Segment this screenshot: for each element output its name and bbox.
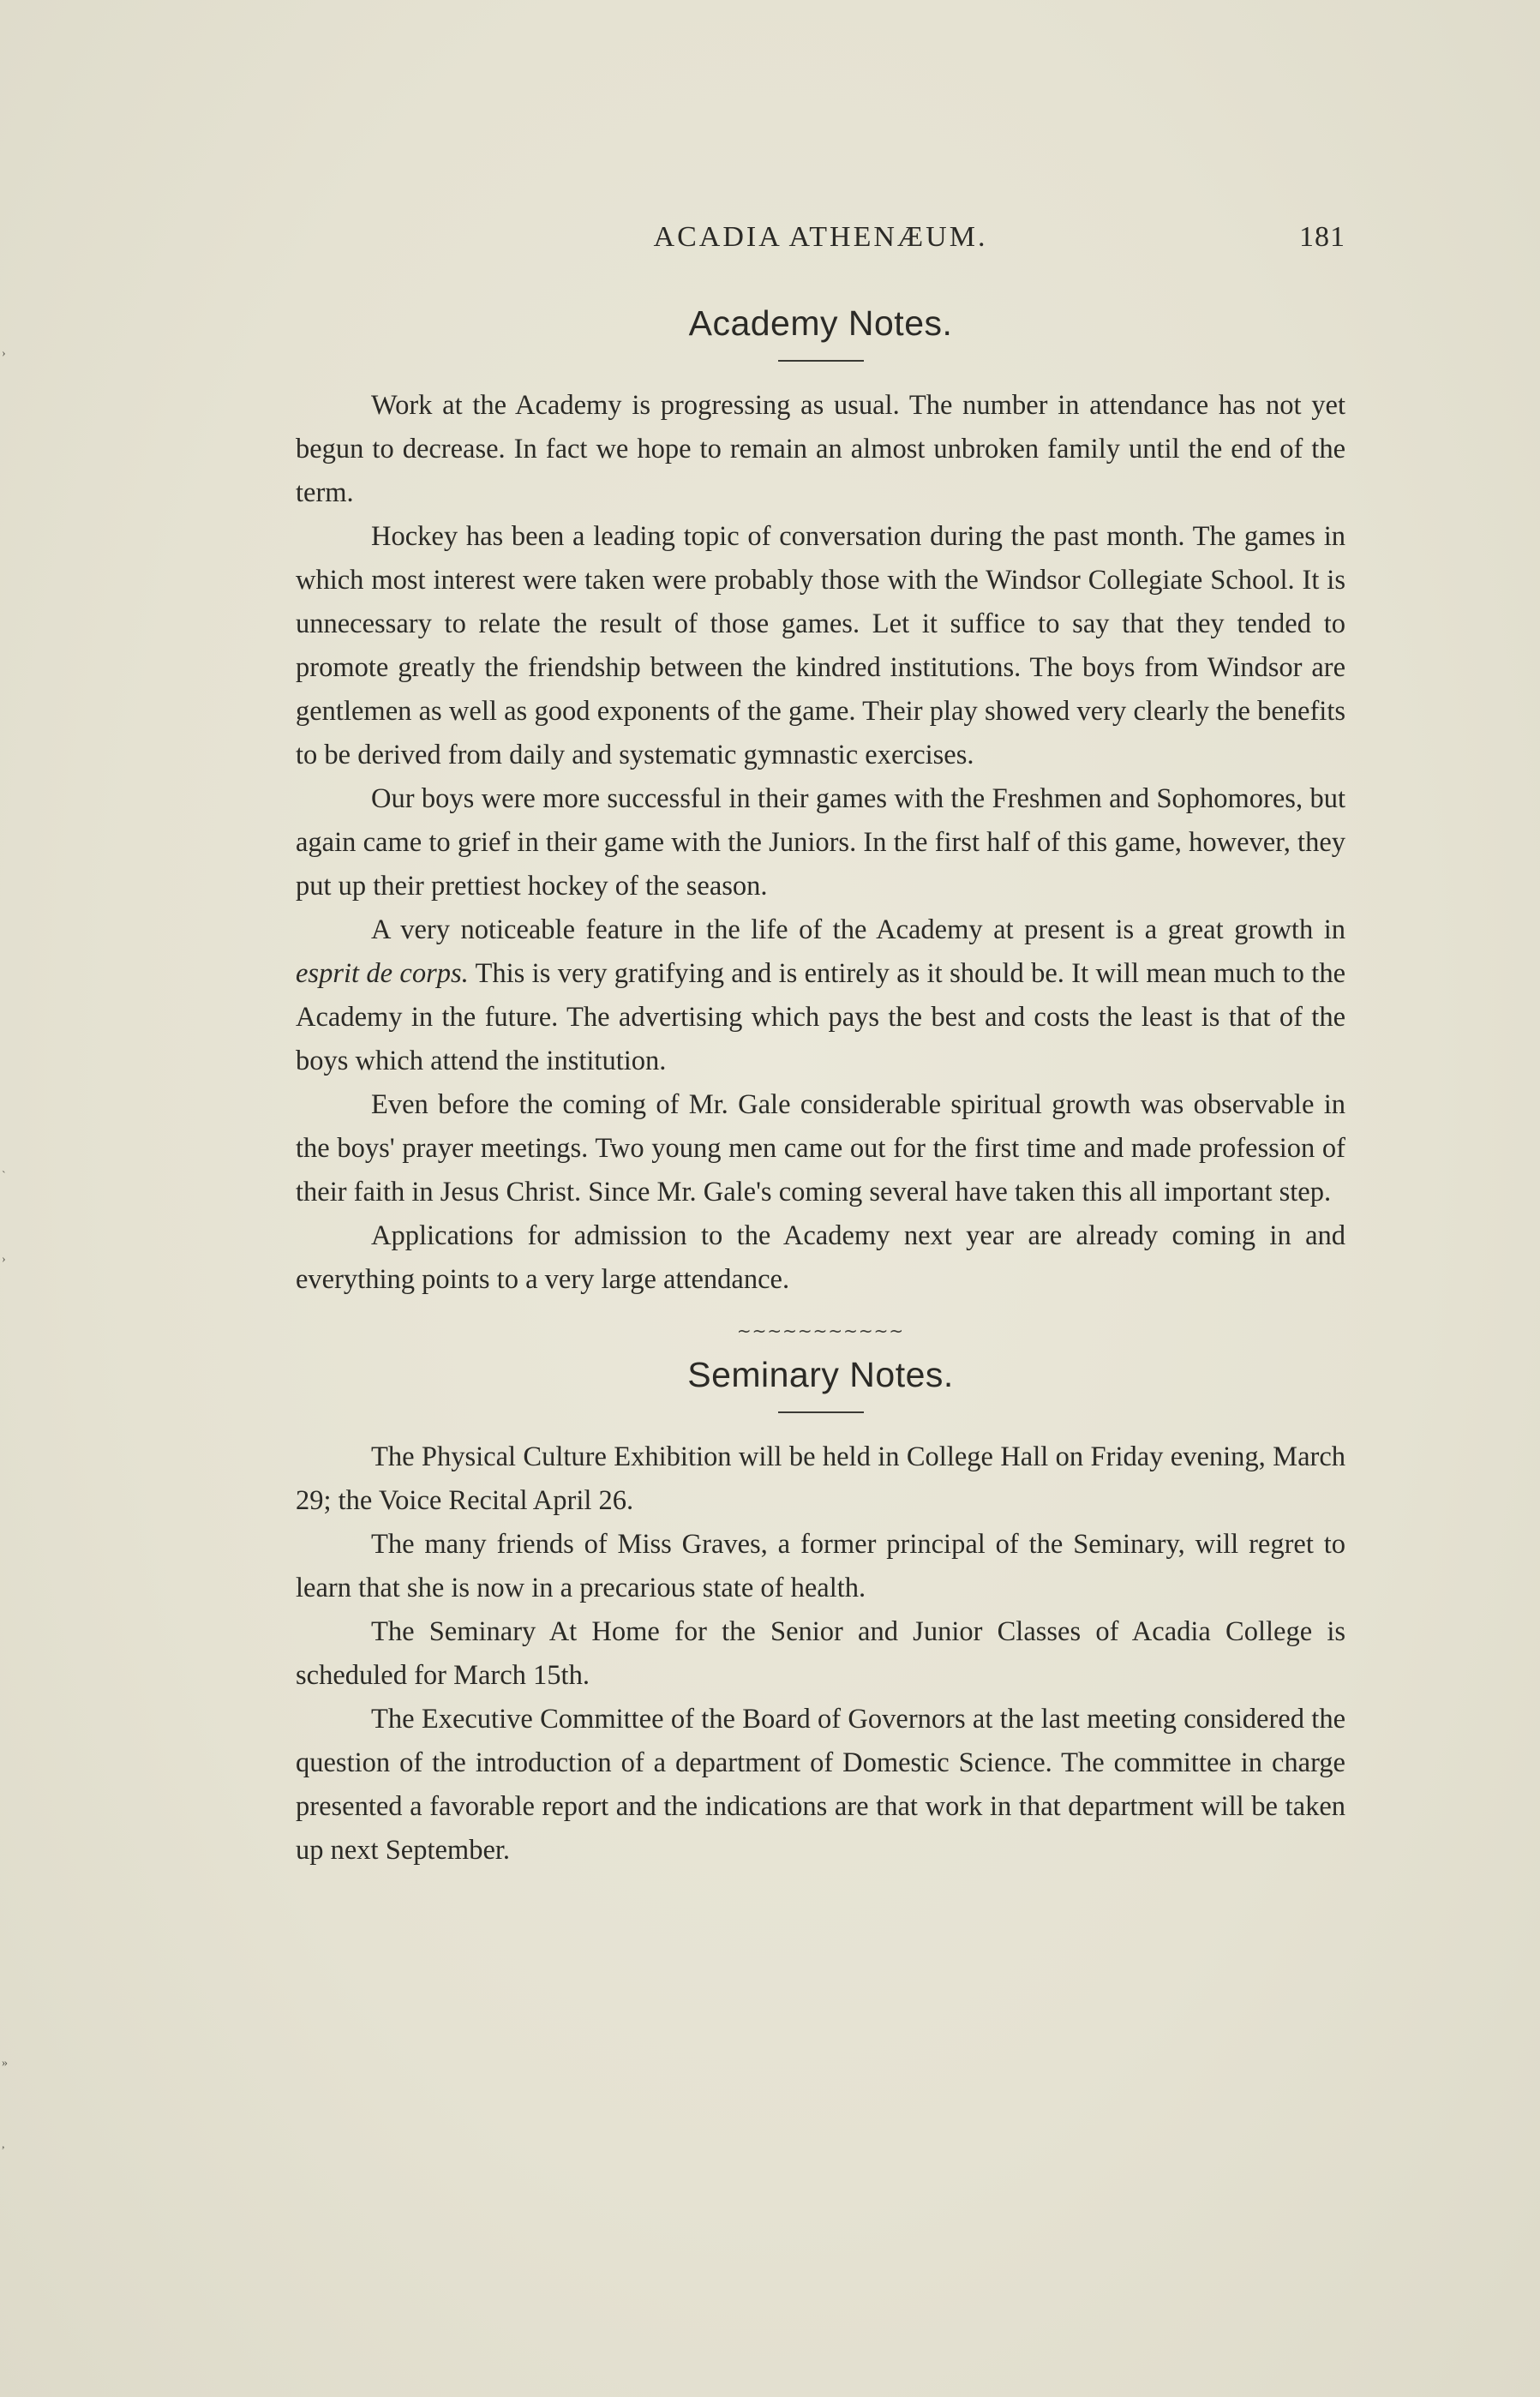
academy-paragraph-6: Applications for admission to the Academy next year are already coming in and everything points to a very large attendance. (296, 1220, 1345, 1295)
seminary-notes-section (296, 1353, 1345, 1873)
seminary-paragraph-3: The Seminary At Home for the Senior and Junior Classes of Acadia College is scheduled for March 15th. (296, 1616, 1345, 1691)
seminary-paragraph-1: The Physical Culture Exhibition will be held in College Hall on Friday evening, March 29; the Voice Recital April 26. (296, 1441, 1345, 1516)
seminary-notes-heading: Seminary Notes. (687, 1355, 954, 1394)
academy-paragraph-4-start: A very noticeable feature in the life of the Academy at present is a great growth in (371, 914, 1345, 945)
seminary-paragraph-4: The Executive Committee of the Board of Governors at the last meeting considered the question of the introduction of a department of Domestic Science. The committee in charge presented a favorable report and the indications are that work in that department will be taken up next September. (296, 1704, 1345, 1866)
academy-paragraph-5: Even before the coming of Mr. Gale considerable spiritual growth was observable in the boys' prayer meetings. Two young men came out for the first time and made profession of their faith in Jesus Christ. Since Mr. Gale's coming several have taken this all important step. (296, 1089, 1345, 1207)
academy-paragraph-3: Our boys were more successful in their games with the Freshmen and Sophomores, but again came to grief in their game with the Juniors. In the first half of this game, however, they put up their prettiest hockey of the season. (296, 783, 1345, 902)
seminary-paragraph-2: The many friends of Miss Graves, a former principal of the Seminary, will regret to learn that she is now in a precarious state of health. (296, 1529, 1345, 1603)
margin-mark: › (2, 347, 6, 360)
academy-paragraph-1: Work at the Academy is progressing as usual. The number in attendance has not yet begun to decrease. In fact we hope to remain an almost unbroken family until the end of the term. (296, 390, 1345, 508)
margin-mark: , (2, 2138, 5, 2151)
running-head (296, 221, 1345, 255)
margin-mark: » (2, 2057, 8, 2070)
heading-rule (778, 360, 864, 362)
page-number: 181 (1299, 221, 1345, 253)
heading-rule (778, 1411, 864, 1413)
academy-paragraph-2: Hockey has been a leading topic of conversation during the past month. The games in which most interest were taken were probably those with the Windsor Collegiate School. It is unnecessary to relate the result of those games. Let it suffice to say that they tended to promote greatly the friendship between the kindred institutions. The boys from Windsor are gentlemen as well as good exponents of the game. Their play showed very clearly the benefits to be derived from daily and systematic gymnastic exercises. (296, 521, 1345, 770)
margin-mark: ˋ (2, 1170, 6, 1183)
academy-paragraph-4-end: This is very gratifying and is entirely as it should be. It will mean much to the Academy in the future. The advertising which pays the best and costs the least is that of the boys which attend the institution. (296, 958, 1345, 1076)
text-column (296, 302, 1345, 1873)
academy-notes-heading: Academy Notes. (688, 303, 953, 343)
running-title: ACADIA ATHENÆUM. (653, 221, 988, 253)
academy-paragraph-4 (296, 908, 1345, 1083)
esprit-de-corps-italic: esprit de corps. (296, 958, 469, 989)
margin-mark: › (2, 1253, 6, 1266)
section-separator-ornament: ~~~~~~~~~~~ (736, 1321, 905, 1341)
academy-notes-section (296, 302, 1345, 1302)
